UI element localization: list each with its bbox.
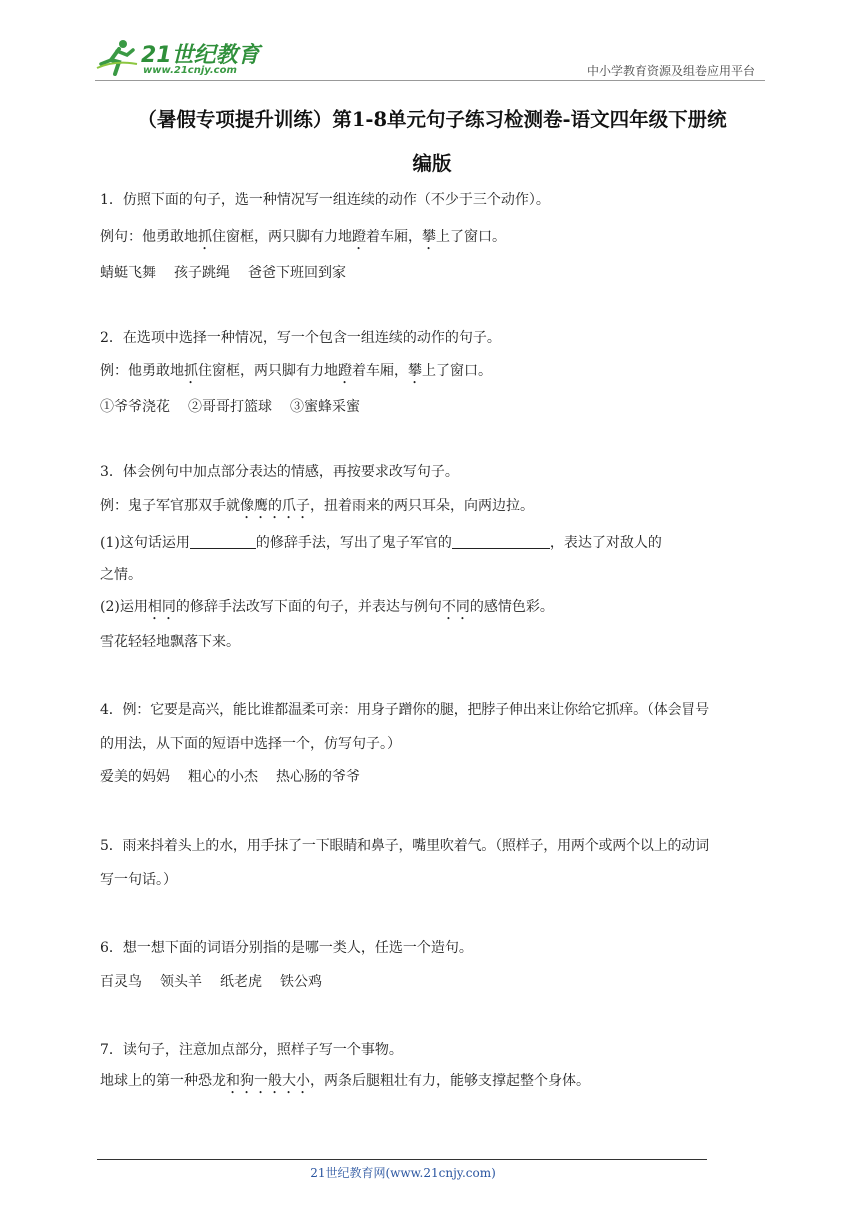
runner-logo-icon [95,38,139,76]
q1-emphasis-3: 攀 [422,229,436,245]
q2-emphasis-3: 攀 [408,363,422,379]
q1-option: 蜻蜓飞舞 [100,265,156,281]
q3-sub2-text: 的修辞手法改写下面的句子，并表达与例句 [175,599,442,615]
q2-option: ③蜜蜂采蜜 [290,399,360,415]
q2-example-text: 例：他勇敢地 [100,363,184,379]
q7-sentence-text: 地球上的第一种恐龙 [100,1073,226,1089]
q3-sub1-text: 的修辞手法，写出了鬼子军官的 [255,535,452,551]
header-divider [95,80,765,81]
page-header [0,0,860,90]
header-platform-text: 中小学教育资源及组卷应用平台 [586,64,755,78]
q5-line-1: 5．雨来抖着头上的水，用手抹了一下眼睛和鼻子，嘴里吹着气。（照样子，用两个或两个以上的动词 [100,838,709,854]
page-title [100,98,764,186]
q7-prompt: 7．读句子，注意加点部分，照样子写一个事物。 [100,1042,403,1058]
answer-blank[interactable] [452,534,550,549]
q3-prompt: 3．体会例句中加点部分表达的情感，再按要求改写句子。 [100,464,459,480]
q2-example-text: 上了窗口。 [422,363,492,379]
q4-options [100,767,378,787]
q3-example [100,496,534,522]
q1-option: 孩子跳绳 [174,265,230,281]
q5-line-2: 写一句话。） [100,872,177,888]
q4-option: 热心肠的爷爷 [276,769,360,785]
footer-divider [97,1159,707,1160]
q3-example-text: ，扭着雨来的两只耳朵，向两边拉。 [310,498,534,514]
q3-sub2 [100,597,554,623]
q3-sentence: 雪花轻轻地飘落下来。 [100,634,240,650]
answer-blank[interactable] [190,534,256,549]
q7-sentence [100,1071,590,1097]
q2-example-text: 住窗框，两只脚有力地 [198,363,338,379]
q2-example-text: 着车厢， [352,363,408,379]
q6-option: 纸老虎 [220,974,262,990]
footer-link[interactable]: 21世纪教育网(www.21cnjy.com) [310,1166,496,1180]
q6-option: 领头羊 [160,974,202,990]
q3-sub1 [100,533,662,553]
q7-sentence-text: ，两条后腿粗壮有力，能够支撑起整个身体。 [310,1073,590,1089]
q3-example-text: 例：鬼子军官那双手就 [100,498,240,514]
q2-emphasis-2: 蹬 [338,363,352,379]
q2-option: ②哥哥打篮球 [188,399,272,415]
logo-brand-text: 21世纪教育 [141,43,260,68]
logo-url-text: www.21cnjy.com [143,65,237,76]
q4-line-2: 的用法，从下面的短语中选择一个，仿写句子。） [100,736,401,752]
q2-options [100,397,378,417]
q2-example [100,361,492,387]
q1-emphasis-2: 蹬 [352,229,366,245]
q1-example-text: 住窗框，两只脚有力地 [212,229,352,245]
q1-example-text: 着车厢， [366,229,422,245]
title-line-2: 编版 [412,152,452,175]
q3-sub2-emphasis: 相同 [147,599,176,615]
q1-example [100,227,506,253]
q3-emphasis: 像鹰的爪子 [240,498,310,514]
q4-line-1: 4．例：它要是高兴，能比谁都温柔可亲：用身子蹭你的腿，把脖子伸出来让你给它抓痒。（体会冒号 [100,702,709,718]
q6-options [100,972,340,992]
q6-option: 铁公鸡 [280,974,322,990]
site-logo[interactable] [95,38,265,78]
q3-sub1-continuation: 之情。 [100,567,142,583]
q1-emphasis-1: 抓 [198,229,212,245]
q3-sub2-text: (2)运用 [100,599,148,615]
q3-sub2-text: 的感情色彩。 [469,599,554,615]
q1-options [100,263,364,283]
q2-prompt: 2．在选项中选择一种情况，写一个包含一组连续的动作的句子。 [100,330,501,346]
q2-option: ①爷爷浇花 [100,399,170,415]
q1-example-text: 例句：他勇敢地 [100,229,198,245]
q4-option: 粗心的小杰 [188,769,258,785]
q1-option: 爸爸下班回到家 [248,265,346,281]
q7-emphasis: 和狗一般大小 [226,1073,310,1089]
q3-sub1-text: (1)这句话运用 [100,535,190,551]
q3-sub1-text: ，表达了对敌人的 [549,535,662,551]
q6-prompt: 6．想一想下面的词语分别指的是哪一类人，任选一个造句。 [100,940,473,956]
q2-emphasis-1: 抓 [184,363,198,379]
q4-option: 爱美的妈妈 [100,769,170,785]
q6-option: 百灵鸟 [100,974,142,990]
q3-sub2-emphasis: 不同 [441,599,470,615]
title-line-1: （暑假专项提升训练）第1-8单元句子练习检测卷-语文四年级下册统 [137,108,727,131]
q1-prompt: 1．仿照下面的句子，选一种情况写一组连续的动作（不少于三个动作）。 [100,192,550,208]
q1-example-text: 上了窗口。 [436,229,506,245]
